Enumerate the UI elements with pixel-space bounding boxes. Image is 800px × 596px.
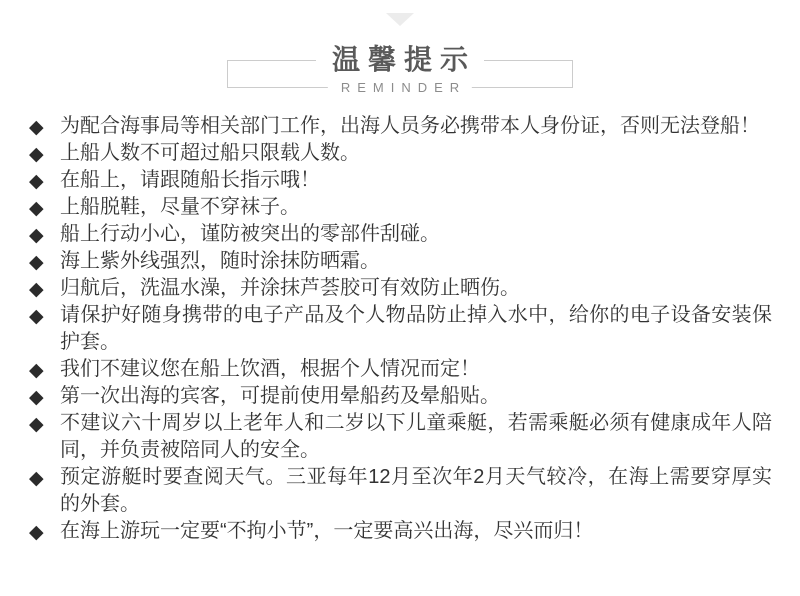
tip-item — [29, 302, 772, 356]
tip-item — [29, 518, 772, 545]
tip-text: 请保护好随身携带的电子产品及个人物品防止掉入水中，给你的电子设备安装保护套。 — [60, 304, 772, 353]
tip-item — [29, 383, 772, 410]
diamond-bullet-icon: ◆ — [29, 144, 44, 165]
tip-item — [29, 113, 772, 140]
diamond-bullet-icon: ◆ — [29, 468, 44, 489]
diamond-bullet-icon: ◆ — [29, 225, 44, 246]
diamond-bullet-icon: ◆ — [29, 387, 44, 408]
tip-text: 船上行动小心，谨防被突出的零部件刮碰。 — [60, 223, 440, 245]
diamond-bullet-icon: ◆ — [29, 279, 44, 300]
diamond-bullet-icon: ◆ — [29, 117, 44, 138]
reminder-page — [0, 13, 800, 596]
tip-item — [29, 167, 772, 194]
tip-text: 不建议六十周岁以上老年人和二岁以下儿童乘艇，若需乘艇必须有健康成年人陪同，并负责被陪同人的安全。 — [60, 412, 772, 461]
page-subtitle: REMINDER — [328, 81, 472, 94]
header-frame — [227, 45, 573, 95]
tip-item — [29, 275, 772, 302]
diamond-bullet-icon: ◆ — [29, 360, 44, 381]
tip-item — [29, 248, 772, 275]
tip-text: 海上紫外线强烈，随时涂抹防晒霜。 — [60, 250, 380, 272]
tip-item — [29, 221, 772, 248]
diamond-bullet-icon: ◆ — [29, 414, 44, 435]
diamond-bullet-icon: ◆ — [29, 171, 44, 192]
diamond-bullet-icon: ◆ — [29, 306, 44, 327]
tip-text: 为配合海事局等相关部门工作，出海人员务必携带本人身份证，否则无法登船！ — [60, 115, 760, 137]
triangle-down-icon — [386, 13, 414, 26]
tip-item — [29, 140, 772, 167]
tip-item — [29, 464, 772, 518]
tip-text: 预定游艇时要查阅天气。三亚每年12月至次年2月天气较冷，在海上需要穿厚实的外套。 — [60, 466, 772, 515]
tips-list — [0, 88, 800, 545]
diamond-bullet-icon: ◆ — [29, 198, 44, 219]
tip-text: 第一次出海的宾客，可提前使用晕船药及晕船贴。 — [60, 385, 500, 407]
page-title: 温馨提示 — [316, 47, 484, 75]
tip-item — [29, 194, 772, 221]
tip-text: 上船脱鞋，尽量不穿袜子。 — [60, 196, 300, 218]
tip-text: 在船上，请跟随船长指示哦！ — [60, 169, 320, 191]
tip-item — [29, 356, 772, 383]
tip-text: 归航后，洗温水澡，并涂抹芦荟胶可有效防止晒伤。 — [60, 277, 520, 299]
diamond-bullet-icon: ◆ — [29, 252, 44, 273]
tip-text: 上船人数不可超过船只限载人数。 — [60, 142, 360, 164]
tip-item — [29, 410, 772, 464]
tip-text: 我们不建议您在船上饮酒，根据个人情况而定！ — [60, 358, 480, 380]
tip-text: 在海上游玩一定要“不拘小节”，一定要高兴出海，尽兴而归！ — [60, 520, 594, 542]
diamond-bullet-icon: ◆ — [29, 522, 44, 543]
